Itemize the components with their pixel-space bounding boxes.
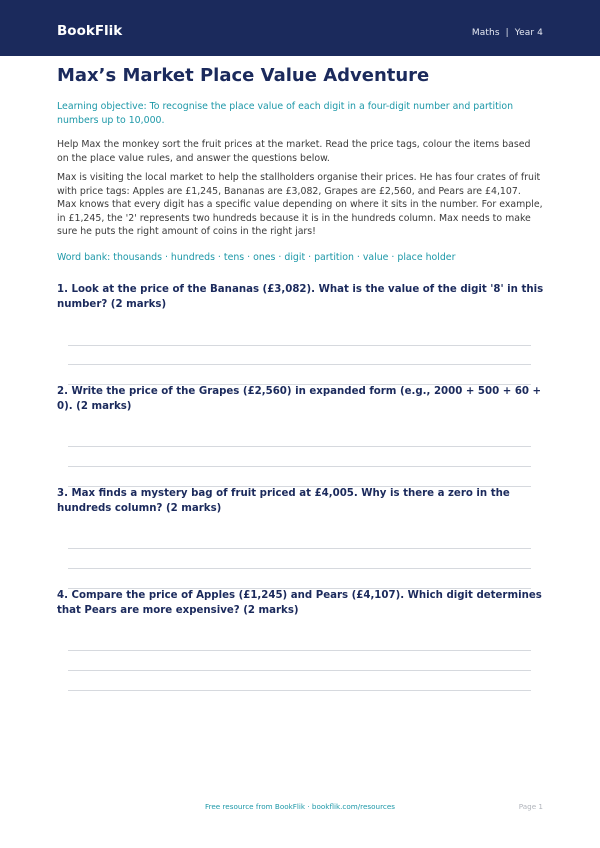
question-2: 2. Write the price of the Grapes (£2,560) in expanded form (e.g., 2000 + 500 + 60 + 0). (2 marks) bbox=[57, 386, 542, 412]
page-number: Page 1 bbox=[518, 802, 543, 811]
intro-paragraph: Help Max the monkey sort the fruit prices at the market. Read the price tags, colour the items based on the place value rules, and answer the questions below. bbox=[57, 139, 531, 164]
page-title: Max’s Market Place Value Adventure bbox=[57, 65, 430, 86]
answer-line[interactable] bbox=[68, 446, 531, 447]
page-header bbox=[0, 0, 600, 56]
year-label: Year 4 bbox=[514, 28, 543, 38]
footer-credit: Free resource from BookFlik · bookflik.com/resources bbox=[204, 802, 396, 811]
answer-line[interactable] bbox=[68, 690, 531, 691]
answer-line[interactable] bbox=[68, 548, 531, 549]
word-bank: Word bank: thousands · hundreds · tens · ones · digit · partition · value · place holder bbox=[57, 252, 456, 263]
header-meta bbox=[472, 27, 543, 39]
answer-line[interactable] bbox=[68, 364, 531, 365]
question-3: 3. Max finds a mystery bag of fruit priced at £4,005. Why is there a zero in the hundreds column? (2 marks) bbox=[57, 488, 510, 514]
answer-line[interactable] bbox=[68, 650, 531, 651]
answer-line[interactable] bbox=[68, 345, 531, 346]
learning-objective: Learning objective: To recognise the place value of each digit in a four-digit number and partition numbers up to 10,000. bbox=[57, 101, 514, 126]
answer-line[interactable] bbox=[68, 568, 531, 569]
answer-line[interactable] bbox=[68, 670, 531, 671]
question-1: 1. Look at the price of the Bananas (£3,082). What is the value of the digit '8' in this number? (2 marks) bbox=[57, 284, 544, 310]
story-paragraph: Max is visiting the local market to help the stallholders organise their prices. He has four crates of fruit with price tags: Apples are £1,245, Bananas are £3,082, Grapes are £2,560, and Pears are £4,107. Max knows that every digit has a specific value depending on where it sits in the number. For example, in £1,245, the '2' represents two hundreds because it is in the hundreds column. Max needs to make sure he puts the right amount of coins in the right jars! bbox=[57, 172, 543, 237]
brand-logo: BookFlik bbox=[57, 23, 123, 39]
question-4: 4. Compare the price of Apples (£1,245) and Pears (£4,107). Which digit determines that Pears are more expensive? (2 marks) bbox=[57, 590, 542, 616]
answer-line[interactable] bbox=[68, 466, 531, 467]
subject-label: Maths bbox=[471, 28, 500, 38]
header-separator: | bbox=[505, 28, 509, 38]
